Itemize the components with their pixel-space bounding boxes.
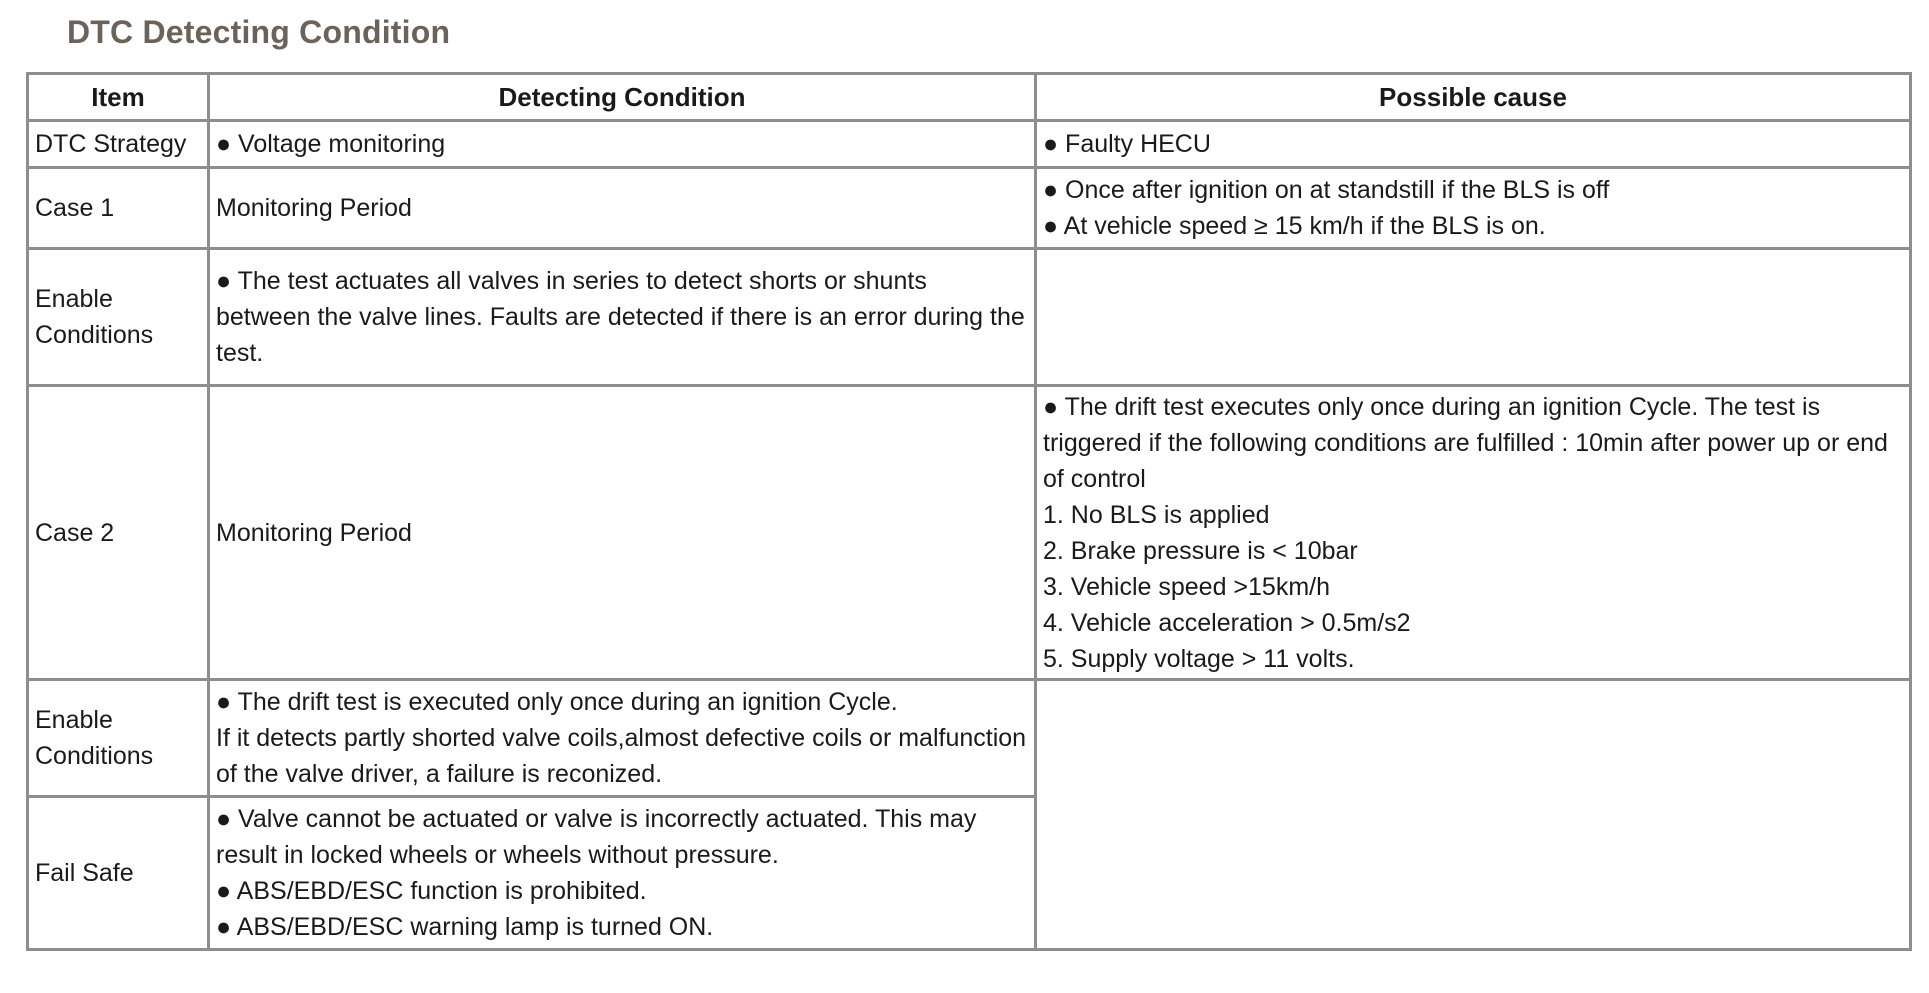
cell-item: Fail Safe (28, 797, 209, 950)
header-possible-cause: Possible cause (1036, 74, 1911, 121)
cell-cause-empty (1036, 249, 1911, 386)
cell-condition: Monitoring Period (209, 386, 1036, 680)
cause-line: 4. Vehicle acceleration > 0.5m/s2 (1043, 608, 1411, 637)
cause-line: 1. No BLS is applied (1043, 500, 1270, 529)
cell-condition: Monitoring Period (209, 168, 1036, 249)
condition-line: ● ABS/EBD/ESC function is prohibited. (216, 877, 647, 905)
cell-cause (1036, 386, 1911, 680)
table-row-enable-conditions-2 (28, 680, 1911, 797)
cell-item: Case 2 (28, 386, 209, 680)
cause-line: 3. Vehicle speed >15km/h (1043, 572, 1330, 601)
cell-cause: ● Faulty HECU (1036, 121, 1911, 168)
header-detecting-condition: Detecting Condition (209, 74, 1036, 121)
page-title: DTC Detecting Condition (67, 14, 451, 50)
cause-line: 2. Brake pressure is < 10bar (1043, 536, 1358, 565)
dtc-condition-table (26, 72, 1912, 951)
table-header-row (28, 74, 1911, 121)
cause-line: ● Once after ignition on at standstill if the BLS is off (1043, 176, 1610, 204)
cause-line: 5. Supply voltage > 11 volts. (1043, 644, 1355, 673)
cell-condition: ● The test actuates all valves in series to detect shorts or shunts between the valve lines. Faults are detected if there is an error during the test. (209, 249, 1036, 386)
cell-item: Case 1 (28, 168, 209, 249)
cell-cause (1036, 168, 1911, 249)
condition-line: ● Valve cannot be actuated or valve is incorrectly actuated. This may result in locked wheels or wheels without pressure. (216, 805, 984, 869)
cell-item: DTC Strategy (28, 121, 209, 168)
cell-condition: ● Voltage monitoring (209, 121, 1036, 168)
cell-item: Enable Conditions (28, 680, 209, 797)
table-row-case-2 (28, 386, 1911, 680)
header-item: Item (28, 74, 209, 121)
condition-line: If it detects partly shorted valve coils,almost defective coils or malfunction of the valve driver, a failure is reconized. (216, 724, 1034, 788)
cell-condition (209, 797, 1036, 950)
cause-line: ● At vehicle speed ≥ 15 km/h if the BLS is on. (1043, 212, 1546, 240)
condition-line: ● The drift test is executed only once during an ignition Cycle. (216, 688, 898, 716)
table-row-case-1 (28, 168, 1911, 249)
cell-item: Enable Conditions (28, 249, 209, 386)
cell-cause-empty (1036, 680, 1911, 950)
table-row-enable-conditions-1 (28, 249, 1911, 386)
cell-condition (209, 680, 1036, 797)
table-row-dtc-strategy (28, 121, 1911, 168)
condition-line: ● ABS/EBD/ESC warning lamp is turned ON. (216, 913, 714, 941)
cause-line: ● The drift test executes only once during an ignition Cycle. The test is triggered if the following conditions are fulfilled : 10min after power up or end of control (1043, 392, 1895, 493)
